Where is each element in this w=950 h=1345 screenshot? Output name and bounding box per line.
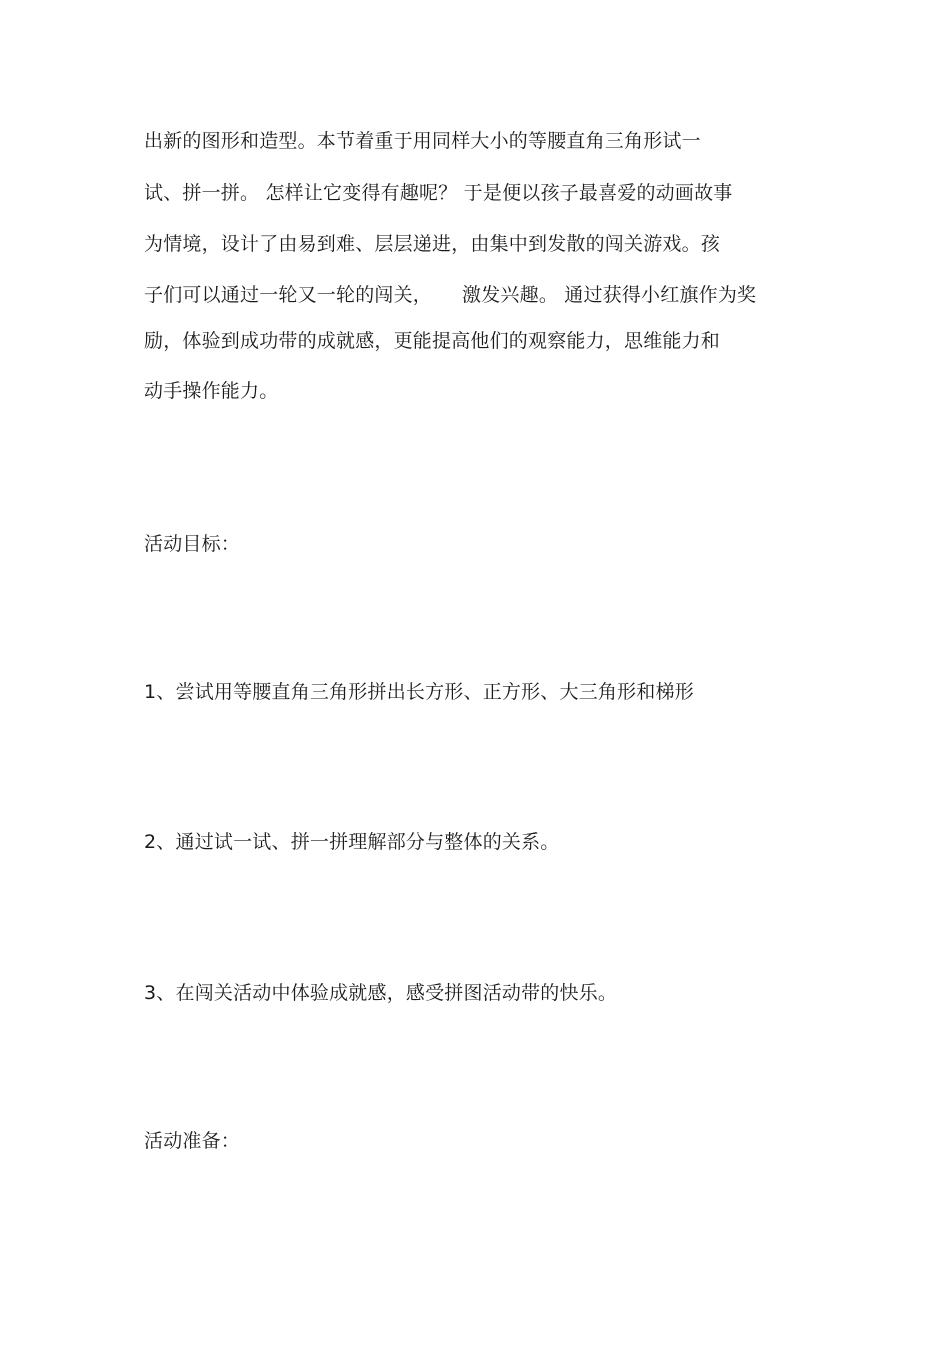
paragraph-line: 动手操作能力。 <box>144 380 279 402</box>
paragraph-line <box>144 282 756 308</box>
paragraph-line: 为情境，设计了由易到难、层层递进，由集中到发散的闯关游戏。孩 <box>144 233 721 255</box>
goal-item: 1、尝试用等腰直角三角形拼出长方形、正方形、大三角形和梯形 <box>144 681 694 703</box>
paragraph-line-part: 子们可以通过一轮又一轮的闯关， <box>144 284 433 306</box>
section-heading-preparation: 活动准备： <box>144 1130 241 1152</box>
paragraph-line: 出新的图形和造型。本节着重于用同样大小的等腰直角三角形试一 <box>144 130 701 152</box>
paragraph-line-part: 激发兴趣。 通过获得小红旗作为奖 <box>462 284 757 306</box>
paragraph-line: 试、拼一拼。 怎样让它变得有趣呢？ 于是便以孩子最喜爱的动画故事 <box>144 182 733 204</box>
goal-item: 3、在闯关活动中体验成就感，感受拼图活动带的快乐。 <box>144 982 618 1004</box>
paragraph-line: 励，体验到成功带的成就感，更能提高他们的观察能力，思维能力和 <box>144 330 721 352</box>
section-heading-goals: 活动目标： <box>144 533 241 555</box>
goal-item: 2、通过试一试、拼一拼理解部分与整体的关系。 <box>144 831 560 853</box>
